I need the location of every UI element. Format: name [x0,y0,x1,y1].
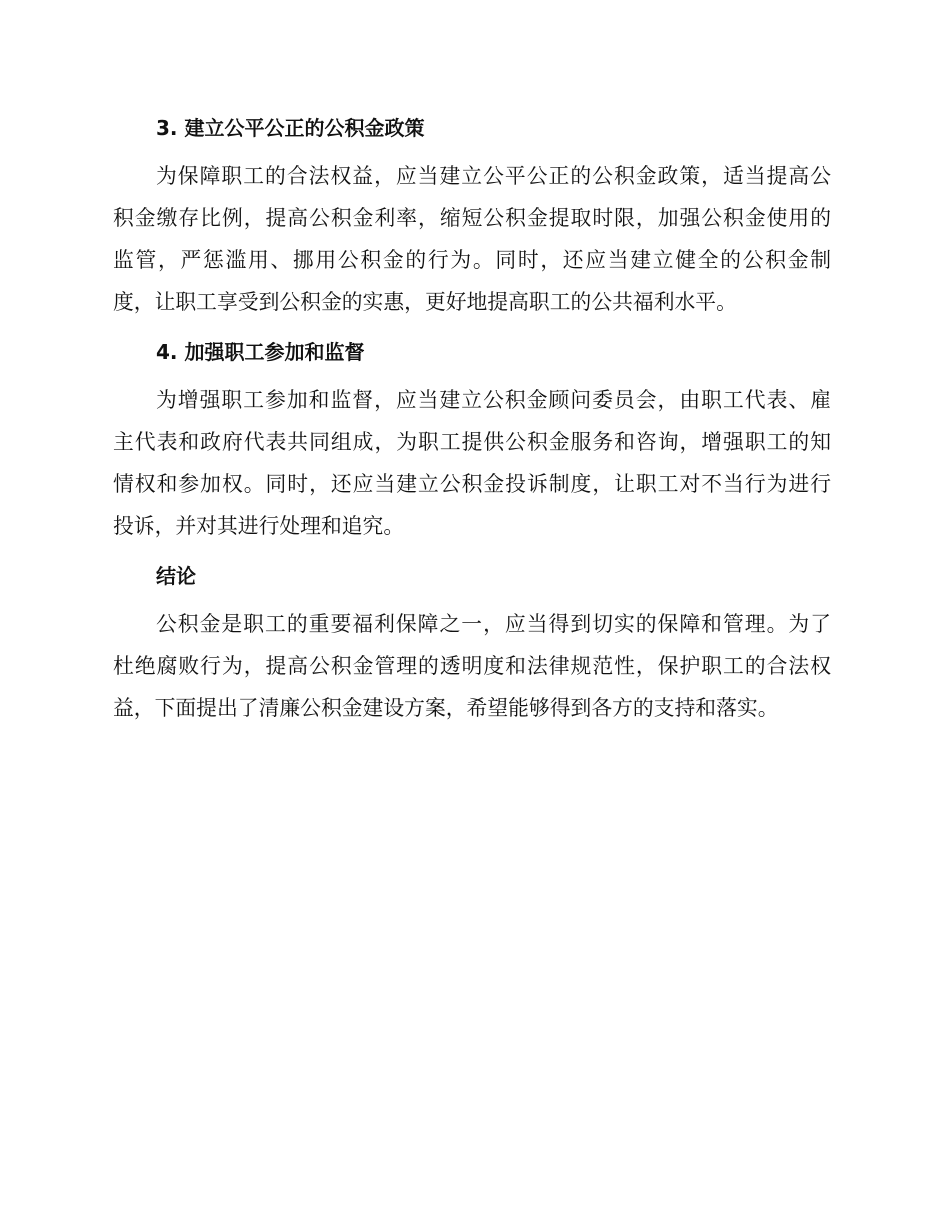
paragraph-line: 公积金是职工的重要福利保障之一，应当得到切实的保障和管理。为了 [156,612,831,636]
paragraph-line: 投诉，并对其进行处理和追究。 [113,514,405,538]
section-paragraph [113,155,831,323]
section-heading: 结论 [156,564,196,588]
paragraph-line: 情权和参加权。同时，还应当建立公积金投诉制度，让职工对不当行为进行 [113,472,831,496]
paragraph-line: 益，下面提出了清廉公积金建设方案，希望能够得到各方的支持和落实。 [113,696,779,720]
section-paragraph [113,603,831,729]
paragraph-line: 监管，严惩滥用、挪用公积金的行为。同时，还应当建立健全的公积金制 [113,248,831,272]
paragraph-line: 积金缴存比例，提高公积金利率，缩短公积金提取时限，加强公积金使用的 [113,206,831,230]
section-heading: 4. 加强职工参加和监督 [156,340,365,364]
paragraph-line: 杜绝腐败行为，提高公积金管理的透明度和法律规范性，保护职工的合法权 [113,654,831,678]
section-paragraph [113,379,831,547]
paragraph-line: 主代表和政府代表共同组成，为职工提供公积金服务和咨询，增强职工的知 [113,430,831,454]
paragraph-line: 为增强职工参加和监督，应当建立公积金顾问委员会，由职工代表、雇 [156,388,831,412]
paragraph-line: 为保障职工的合法权益，应当建立公平公正的公积金政策，适当提高公 [156,164,831,188]
paragraph-line: 度，让职工享受到公积金的实惠，更好地提高职工的公共福利水平。 [113,290,737,314]
document-body [113,110,831,729]
section-heading: 3. 建立公平公正的公积金政策 [156,116,425,140]
